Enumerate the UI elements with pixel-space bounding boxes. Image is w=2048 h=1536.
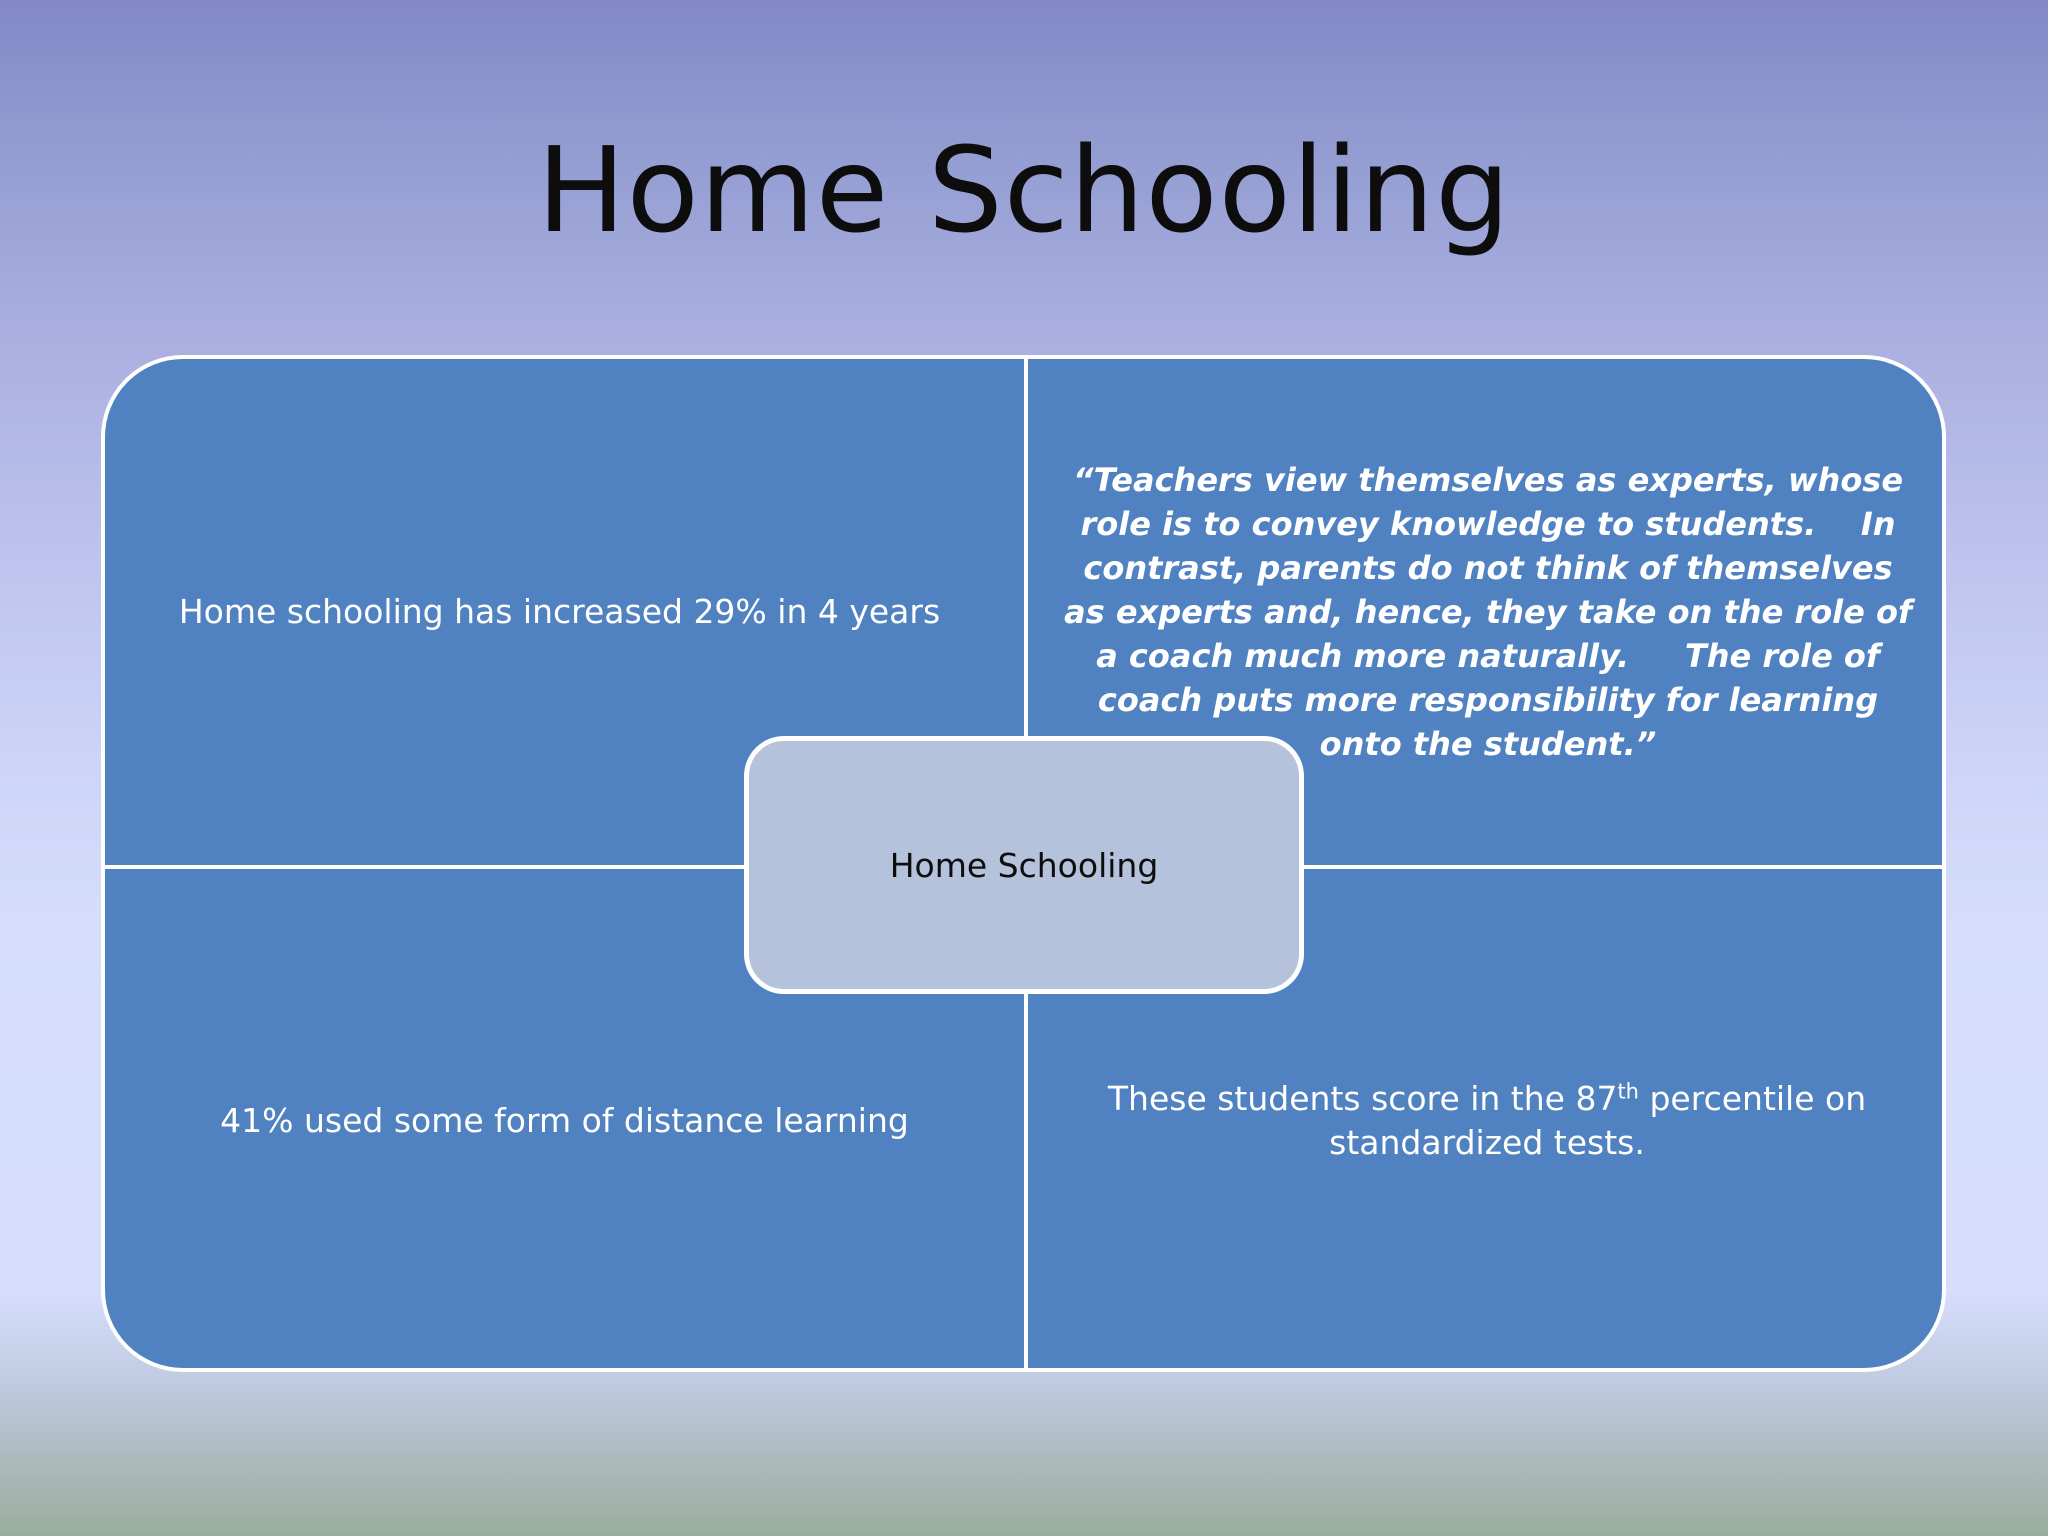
ordinal-suffix: th <box>1617 1078 1639 1103</box>
quadrant-bottom-right-text-start: These students score in the 87 <box>1107 1078 1618 1118</box>
slide-title: Home Schooling <box>536 121 1512 259</box>
quadrant-bottom-right-text <box>1068 1077 1906 1165</box>
quadrant-bottom-right-text-end: percentile on standardized tests. <box>1329 1078 1867 1162</box>
center-node-label: Home Schooling <box>889 845 1159 885</box>
center-node <box>744 736 1304 994</box>
quadrant-top-left-text: Home schooling has increased 29% in 4 years <box>178 592 941 631</box>
quadrant-top-right-quote: “Teachers view themselves as experts, whose role is to convey knowledge to students. In contrast, parents do not think of themselves as experts and, hence, they take on the role of a coach much more naturally. The role of coach puts more responsibility for learning onto the student.” <box>1064 461 1924 763</box>
quadrant-bottom-left-text: 41% used some form of distance learning <box>220 1100 909 1140</box>
